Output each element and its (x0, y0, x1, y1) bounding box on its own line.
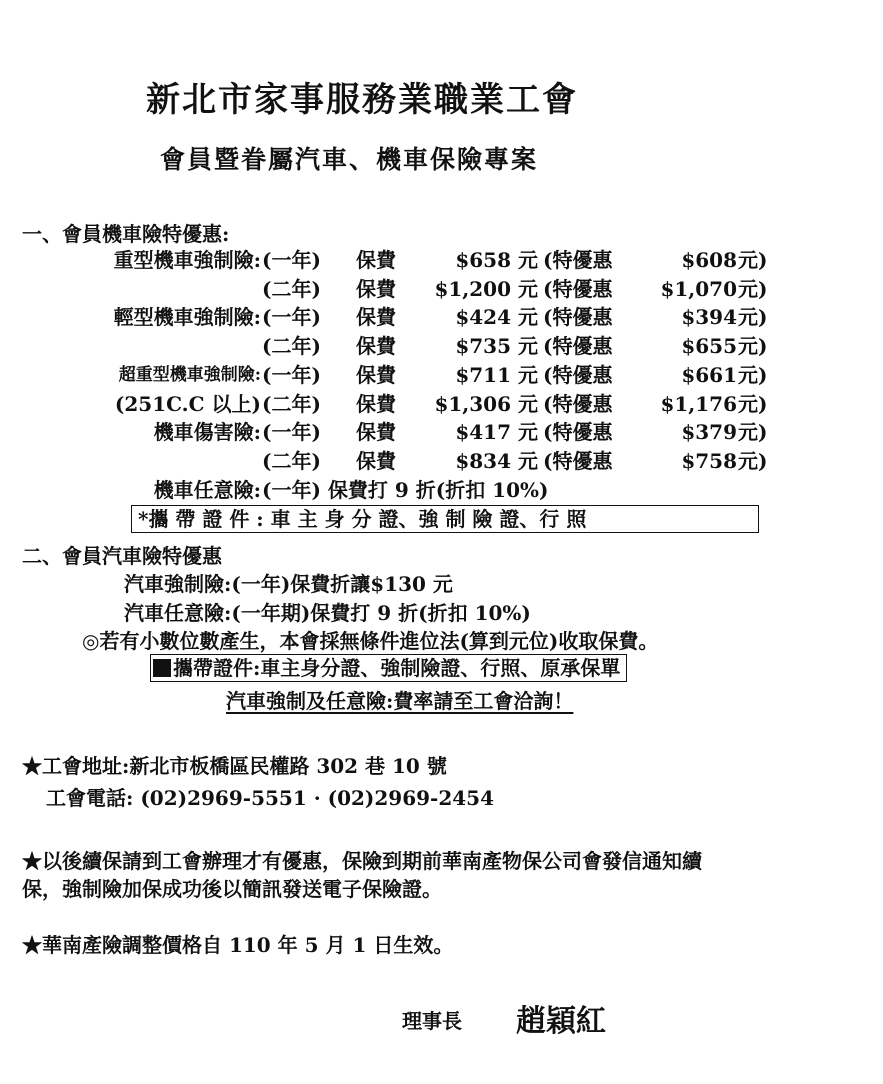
motorcycle-documents-box: *攜 帶 證 件 : 車 主 身 分 證、強 制 險 證、行 照 (131, 505, 759, 533)
union-phone: 工會電話: (02)2969-5551 · (02)2969-2454 (46, 786, 495, 810)
row-offer-open: (特優惠 (543, 276, 613, 301)
row-offer-price: $758 (681, 448, 737, 473)
row-price: $417 (455, 420, 511, 445)
row-offer-price: $1,176 (660, 391, 737, 416)
car-documents-box (150, 654, 627, 682)
car-optional-line: 汽車任意險:(一年期)保費打 9 折(折扣 10%) (124, 601, 531, 625)
row-fee-label: 保費 (356, 276, 396, 301)
row-fee-label: 保費 (356, 305, 396, 330)
row-offer-open: (特優惠 (543, 334, 613, 359)
row-offer-price: $661 (681, 362, 737, 387)
motorcycle-section-heading: 一、會員機車險特優惠: (22, 222, 230, 246)
row-term: (一年) (262, 305, 321, 330)
signature-title: 理事長 (402, 1009, 462, 1033)
motorcycle-price-row (0, 361, 883, 389)
row-offer-close: 元) (738, 334, 768, 359)
row-offer-close: 元) (738, 391, 768, 416)
row-unit: 元 (518, 362, 538, 387)
row-fee-label: 保費 (356, 391, 396, 416)
row-unit: 元 (518, 305, 538, 330)
row-unit: 元 (518, 276, 538, 301)
row-label: 機車傷害險: (153, 420, 261, 445)
row-offer-price: $655 (681, 334, 737, 359)
motorcycle-price-row (0, 332, 883, 360)
row-price: $424 (455, 305, 511, 330)
document-subtitle: 會員暨眷屬汽車、機車保險專案 (160, 145, 539, 174)
row-offer-open: (特優惠 (543, 448, 613, 473)
row-price: $658 (455, 248, 511, 272)
row-offer-price: $394 (681, 305, 737, 330)
row-unit: 元 (518, 248, 538, 272)
row-price: $735 (455, 334, 511, 359)
car-inquiry-note: 汽車強制及任意險:費率請至工會洽詢！ (226, 689, 574, 713)
row-term: (二年) (262, 334, 321, 359)
motorcycle-optional-row (0, 476, 883, 504)
car-compulsory-line: 汽車強制險:(一年)保費折讓$130 元 (124, 572, 453, 596)
row-unit: 元 (518, 420, 538, 445)
row-offer-open: (特優惠 (543, 420, 613, 445)
row-fee-label: 保費 (356, 420, 396, 445)
row-term: (一年) (262, 248, 321, 272)
row-offer-open: (特優惠 (543, 362, 613, 387)
union-address: ★工會地址:新北市板橋區民權路 302 巷 10 號 (22, 754, 447, 778)
effective-date-note: ★華南產險調整價格自 110 年 5 月 1 日生效。 (22, 933, 454, 957)
row-unit: 元 (518, 448, 538, 473)
signature-name: 趙穎紅 (516, 1004, 606, 1039)
row-offer-price: $379 (681, 420, 737, 445)
row-price: $711 (455, 362, 511, 387)
row-term: (二年) (262, 448, 321, 473)
motorcycle-price-row (0, 303, 883, 331)
document-title: 新北市家事服務業職業工會 (146, 80, 578, 120)
row-offer-open: (特優惠 (543, 305, 613, 330)
row-offer-open: (特優惠 (543, 391, 613, 416)
renewal-note-line1: ★以後續保請到工會辦理才有優惠，保險到期前華南產物保公司會發信通知續 (22, 849, 702, 873)
rounding-note: ◎若有小數位數產生，本會採無條件進位法(算到元位)收取保費。 (82, 629, 659, 653)
motorcycle-price-row (0, 418, 883, 446)
motorcycle-price-row (0, 390, 883, 418)
row-label: 重型機車強制險: (113, 248, 261, 272)
row-offer-close: 元) (738, 420, 768, 445)
row-unit: 元 (518, 334, 538, 359)
car-documents-text: 攜帶證件:車主身分證、強制險證、行照、原承保單 (173, 656, 621, 680)
row-offer-close: 元) (738, 362, 768, 387)
row-offer-close: 元) (738, 248, 768, 272)
row-offer-close: 元) (738, 276, 768, 301)
row-unit: 元 (518, 391, 538, 416)
row-offer-price: $1,070 (660, 276, 737, 301)
row-price: $1,200 (434, 276, 511, 301)
row-label: 超重型機車強制險: (118, 364, 261, 385)
row-label: (251C.C 以上) (114, 391, 261, 416)
row-label: 機車任意險: (153, 478, 261, 502)
black-square-icon (153, 659, 171, 677)
row-text: (一年) 保費打 9 折(折扣 10%) (262, 478, 549, 502)
row-fee-label: 保費 (356, 248, 396, 272)
row-offer-price: $608 (681, 248, 737, 272)
row-term: (一年) (262, 420, 321, 445)
row-term: (二年) (262, 276, 321, 301)
motorcycle-price-row (0, 447, 883, 475)
row-fee-label: 保費 (356, 448, 396, 473)
car-section-heading: 二、會員汽車險特優惠 (22, 544, 222, 568)
row-fee-label: 保費 (356, 334, 396, 359)
row-price: $834 (455, 448, 511, 473)
row-price: $1,306 (434, 391, 511, 416)
row-fee-label: 保費 (356, 362, 396, 387)
motorcycle-price-row (0, 275, 883, 303)
row-offer-close: 元) (738, 305, 768, 330)
motorcycle-price-row (0, 246, 883, 274)
renewal-note-line2: 保，強制險加保成功後以簡訊發送電子保險證。 (22, 877, 442, 901)
row-offer-close: 元) (738, 448, 768, 473)
row-label: 輕型機車強制險: (113, 305, 261, 330)
row-offer-open: (特優惠 (543, 248, 613, 272)
row-term: (二年) (262, 391, 321, 416)
row-term: (一年) (262, 362, 321, 387)
